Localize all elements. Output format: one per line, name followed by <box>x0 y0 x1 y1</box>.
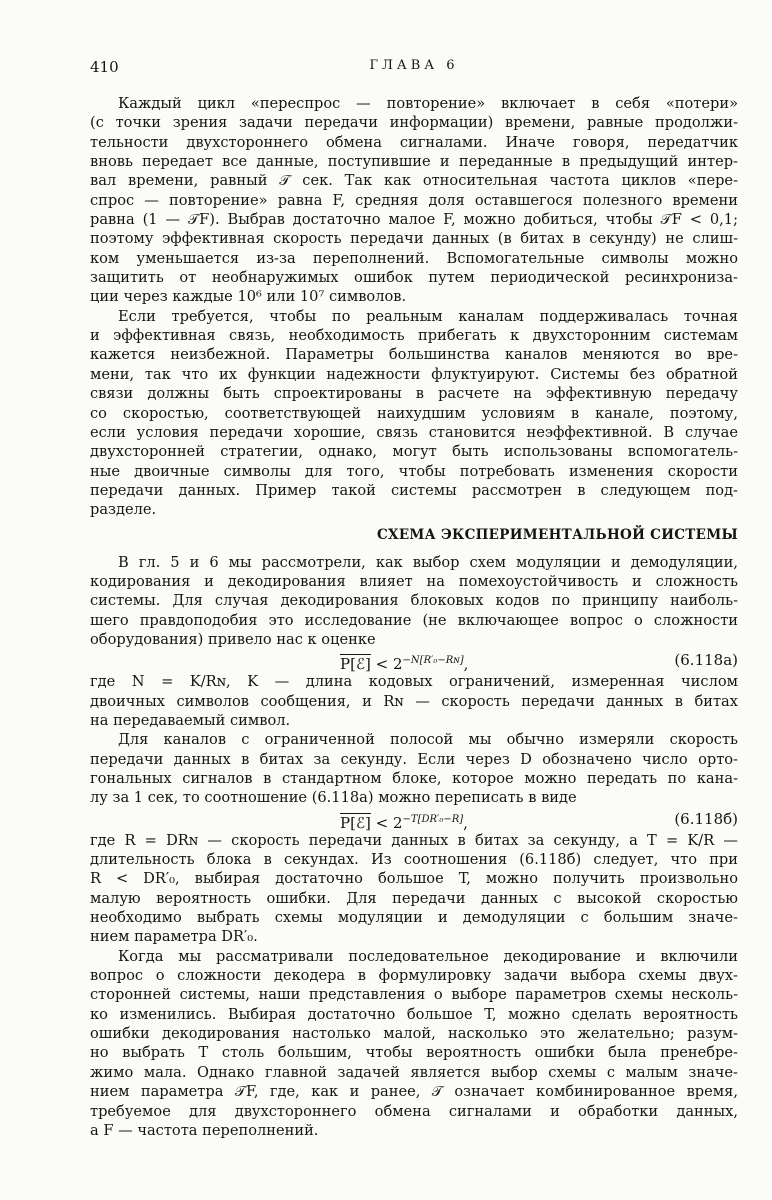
paragraph-7 <box>90 947 738 1140</box>
text-line: защитить от необнаружимых ошибок путем периодической ресинхрониза- <box>90 269 738 287</box>
text-line: требуемое для двухстороннего обмена сигналами и обработки данных, <box>90 1102 738 1120</box>
equation-tail: , <box>463 655 469 674</box>
text-line: где N = K/Rɴ, K — длина кодовых ограничений, измеренная числом <box>90 673 738 691</box>
text-line: ко изменились. Выбирая достаточно большое T, можно сделать вероятность <box>90 1005 738 1023</box>
equation-relation: < 2 <box>370 655 403 674</box>
text-line: Каждый цикл «переспрос — повторение» включает в себя «потери» <box>118 95 738 112</box>
text-line: вал времени, равный 𝒯 сек. Так как относительная частота циклов «пере- <box>90 172 738 190</box>
text-line: если условия передачи хорошие, связь становится неэффективной. В случае <box>90 423 738 441</box>
paragraph-4 <box>90 672 738 730</box>
text-line: а F — частота переполнений. <box>90 1121 319 1139</box>
running-head: ГЛАВА 6 <box>369 58 459 73</box>
text-line: двухсторонней стратегии, однако, могут быть использованы вспомогатель- <box>90 443 738 461</box>
text-line: связи должны быть спроектированы в расчете на эффективную передачу <box>90 385 738 403</box>
text-line: (с точки зрения задачи передачи информации) времени, равные продолжи- <box>90 114 738 132</box>
text-line: ком уменьшается из-за переполнений. Вспомогательные символы можно <box>90 249 738 267</box>
paragraph-3 <box>90 553 738 650</box>
text-line: вновь передает все данные, поступившие и переданные в предыдущий интер- <box>90 153 738 171</box>
text-line: разделе. <box>90 501 157 519</box>
page-header <box>90 58 738 82</box>
equation-exponent: −N[R′₀−Rɴ] <box>402 655 464 667</box>
equation-formula <box>340 808 468 835</box>
text-line: длительность блока в секундах. Из соотношения (6.118б) следует, что при <box>90 851 738 869</box>
text-line: ные двоичные символы для того, чтобы потребовать изменения скорости <box>90 462 738 480</box>
paragraph-2 <box>90 307 738 520</box>
text-line: Если требуется, чтобы по реальным каналам поддерживалась точная <box>118 307 738 325</box>
equation-6-118a <box>90 649 738 672</box>
text-line: оборудования) привело нас к оценке <box>90 630 376 648</box>
paragraph-5 <box>90 730 738 807</box>
text-line: спрос — повторение» равна F, средняя доля оставшегося полезного времени <box>90 191 738 209</box>
text-line: со скоростью, соответствующей наихудшим условиям в канале, поэтому, <box>90 404 738 422</box>
text-line: тельности двухстороннего обмена сигналами. Иначе говоря, передатчик <box>90 133 738 151</box>
text-line: мени, так что их функции надежности флуктуируют. Системы без обратной <box>90 365 738 383</box>
text-line: поэтому эффективная скорость передачи данных (в битах в секунду) не слиш- <box>90 230 738 248</box>
paragraph-6 <box>90 831 738 947</box>
text-line: Для каналов с ограниченной полосой мы обычно измеряли скорость <box>118 731 738 749</box>
equation-number: (6.118б) <box>674 809 738 828</box>
text-line: передачи данных в битах за секунду. Если через D обозначено число орто- <box>90 750 738 768</box>
text-line: шего правдоподобия это исследование (не включающее вопрос о сложности <box>90 611 738 629</box>
text-line: гональных сигналов в стандартном блоке, которое можно передать по кана- <box>90 770 738 787</box>
text-line: вопрос о сложности декодера в формулировку задачи выбора схемы двух- <box>90 967 738 985</box>
page-number: 410 <box>90 58 119 76</box>
text-line: равна (1 — 𝒯F). Выбрав достаточно малое F, можно добиться, чтобы 𝒯F < 0,1; <box>90 211 738 229</box>
text-line: кажется неизбежной. Параметры большинства каналов меняются во вре- <box>90 346 738 364</box>
body-text <box>90 94 738 1140</box>
text-line: ции через каждые 10⁶ или 10⁷ символов. <box>90 288 407 306</box>
text-line: необходимо выбрать схемы модуляции и демодуляции с большим значе- <box>90 909 738 927</box>
text-line: нием параметра 𝒯F, где, как и ранее, 𝒯 означает комбинированное время, <box>90 1083 738 1101</box>
text-line: ошибки декодирования настолько малой, насколько это желательно; разум- <box>90 1025 738 1043</box>
text-line: лу за 1 сек, то соотношение (6.118а) можно переписать в виде <box>90 789 577 807</box>
text-line: В гл. 5 и 6 мы рассмотрели, как выбор схем модуляции и демодуляции, <box>118 553 738 571</box>
equation-lhs: P[ℰ] <box>340 655 371 674</box>
equation-relation: < 2 <box>370 813 403 832</box>
paragraph-1 <box>90 94 738 307</box>
equation-6-118b <box>90 808 738 831</box>
text-line: нием параметра DR′₀. <box>90 928 258 946</box>
equation-tail: , <box>463 813 468 832</box>
section-heading: СХЕМА ЭКСПЕРИМЕНТАЛЬНОЙ СИСТЕМЫ <box>377 526 738 543</box>
equation-number: (6.118а) <box>674 651 738 670</box>
text-line: малую вероятность ошибки. Для передачи данных с высокой скоростью <box>90 889 738 907</box>
equation-formula <box>340 649 468 676</box>
text-line: на передаваемый символ. <box>90 711 291 729</box>
text-line: системы. Для случая декодирования блоковых кодов по принципу наиболь- <box>90 592 738 610</box>
text-line: и эффективная связь, необходимость прибегать к двухсторонним системам <box>90 327 738 345</box>
text-line: сторонней системы, наши представления о выборе параметров схемы несколь- <box>90 986 738 1004</box>
text-line: но выбрать T столь большим, чтобы вероятность ошибки была пренебре- <box>90 1044 738 1062</box>
text-line: двоичных символов сообщения, и Rɴ — скорость передачи данных в битах <box>90 692 738 710</box>
text-line: где R = DRɴ — скорость передачи данных в битах за секунду, а T = K/R — <box>90 831 738 849</box>
text-line: R < DR′₀, выбирая достаточно большое T, можно получить произвольно <box>90 870 738 888</box>
text-line: передачи данных. Пример такой системы рассмотрен в следующем под- <box>90 481 738 499</box>
text-line: жимо мала. Однако главной задачей является выбор схемы с малым значе- <box>90 1063 738 1081</box>
text-line: Когда мы рассматривали последовательное декодирование и включили <box>118 947 738 965</box>
text-line: кодирования и декодирования влияет на помехоустойчивость и сложность <box>90 572 738 590</box>
equation-exponent: −T[DR′₀−R] <box>402 813 464 825</box>
equation-lhs: P[ℰ] <box>340 813 371 832</box>
